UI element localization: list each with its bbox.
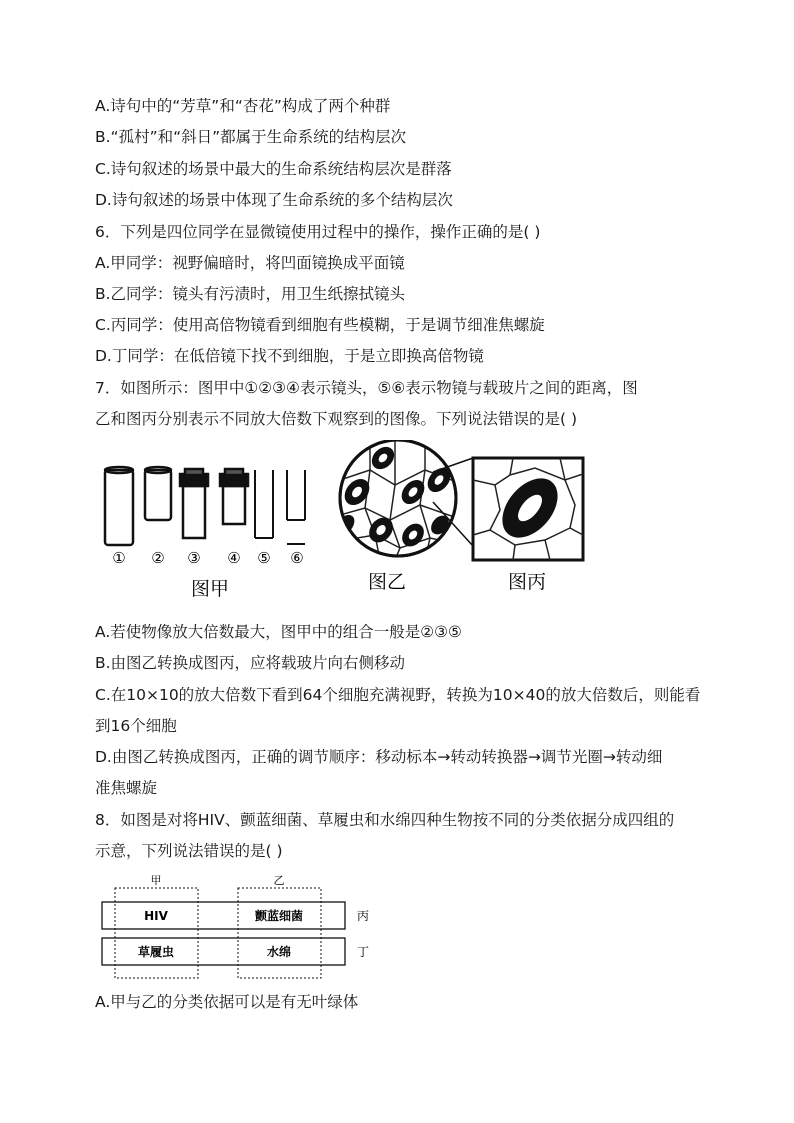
q7-option-c: C.在10×10的放大倍数下看到64个细胞充满视野，转换为10×40的放大倍数后，则能看 — [95, 686, 701, 704]
label-3: ③ — [187, 549, 201, 567]
q7-option-d-cont: 准焦螺旋 — [95, 779, 158, 797]
q7-option-b: B.由图乙转换成图丙，应将载玻片向右侧移动 — [95, 654, 406, 672]
cell-paramecium: 草履虫 — [137, 945, 175, 959]
q6-stem: 6．下列是四位同学在显微镜使用过程中的操作，操作正确的是( ) — [95, 223, 541, 241]
q7-option-c-cont: 到16个细胞 — [95, 717, 177, 735]
q7-option-a: A.若使物像放大倍数最大，图甲中的组合一般是②③⑤ — [95, 623, 462, 641]
label-2: ② — [151, 549, 165, 567]
distance-6 — [287, 470, 305, 544]
q6-option-b: B.乙同学：镜头有污渍时，用卫生纸擦拭镜头 — [95, 285, 406, 303]
label-5: ⑤ — [257, 549, 271, 567]
cell-spirogyra: 水绵 — [266, 945, 292, 959]
lens-2 — [145, 467, 171, 520]
row-bing-box — [102, 902, 345, 929]
lens-1 — [105, 467, 133, 545]
q8-option-a: A.甲与乙的分类依据可以是有无叶绿体 — [95, 993, 359, 1011]
q8-stem-line1: 8．如图是对将HIV、颤蓝细菌、草履虫和水绵四种生物按不同的分类依据分成四组的 — [95, 811, 675, 829]
lens-4 — [220, 469, 248, 524]
label-6: ⑥ — [290, 549, 304, 567]
caption-yi: 图乙 — [367, 571, 407, 593]
q7-option-d: D.由图乙转换成图丙，正确的调节顺序：移动标本→转动转换器→调节光圈→转动细 — [95, 748, 663, 766]
q6-option-c: C.丙同学：使用高倍物镜看到细胞有些模糊，于是调节细准焦螺旋 — [95, 316, 545, 334]
lens-3 — [180, 469, 208, 538]
caption-bing: 图丙 — [507, 571, 547, 593]
col-label-jia: 甲 — [150, 874, 162, 887]
view-yi — [333, 440, 457, 560]
q6-option-d: D.丁同学：在低倍镜下找不到细胞，于是立即换高倍物镜 — [95, 347, 484, 365]
row-label-bing: 丙 — [357, 909, 370, 923]
q8-figure — [95, 872, 385, 982]
view-bing — [473, 458, 583, 560]
cell-hiv: HIV — [144, 909, 168, 923]
q5-option-a: A.诗句中的“芳草”和“杏花”构成了两个种群 — [95, 97, 391, 115]
q7-figure — [95, 440, 595, 610]
distance-5 — [255, 470, 273, 538]
q8-stem-line2: 示意，下列说法错误的是( ) — [95, 842, 283, 860]
q5-option-c: C.诗句叙述的场景中最大的生命系统结构层次是群落 — [95, 160, 452, 178]
q5-option-d: D.诗句叙述的场景中体现了生命系统的多个结构层次 — [95, 191, 453, 209]
cell-cyanobacteria: 颤蓝细菌 — [254, 909, 304, 923]
q6-option-a: A.甲同学：视野偏暗时，将凹面镜换成平面镜 — [95, 254, 405, 272]
label-1: ① — [112, 549, 126, 567]
q7-stem-line1: 7．如图所示：图甲中①②③④表示镜头，⑤⑥表示物镜与载玻片之间的距离，图 — [95, 379, 638, 397]
q5-option-b: B.“孤村”和“斜日”都属于生命系统的结构层次 — [95, 128, 407, 146]
col-label-yi: 乙 — [273, 874, 285, 887]
label-4: ④ — [227, 549, 241, 567]
row-label-ding: 丁 — [357, 945, 370, 959]
caption-jia: 图甲 — [190, 578, 230, 600]
q7-stem-line2: 乙和图丙分别表示不同放大倍数下观察到的图像。下列说法错误的是( ) — [95, 410, 578, 428]
